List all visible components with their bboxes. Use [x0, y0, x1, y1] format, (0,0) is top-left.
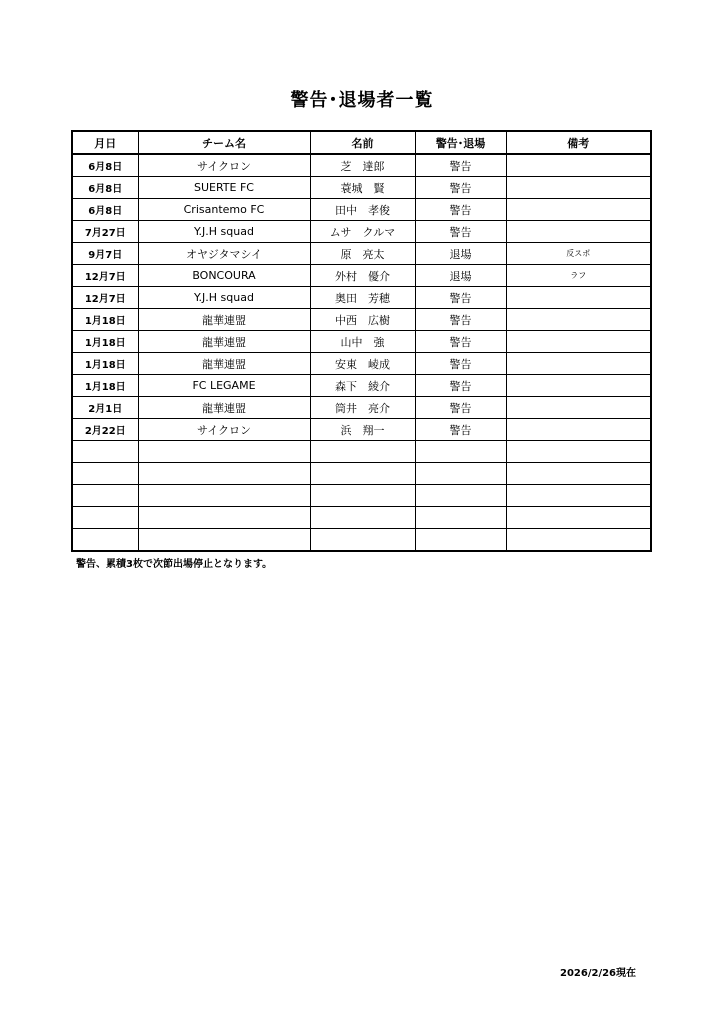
cell-status: 警告: [415, 199, 506, 221]
table-row: [72, 463, 651, 485]
cell-status: 退場: [415, 265, 506, 287]
cell-date: 1月18日: [72, 353, 138, 375]
cell-name: 浜 翔一: [310, 419, 415, 441]
cell-date: [72, 529, 138, 552]
cell-remark: [506, 287, 651, 309]
table-row: [72, 177, 651, 199]
table-row: [72, 331, 651, 353]
cell-name: [310, 507, 415, 529]
cell-remark: [506, 331, 651, 353]
as-of-date: 2026/2/26現在: [560, 968, 637, 979]
cell-date: [72, 507, 138, 529]
cell-status: 警告: [415, 397, 506, 419]
table-header-row: [72, 131, 651, 154]
cell-status: 警告: [415, 154, 506, 177]
cell-status: 警告: [415, 353, 506, 375]
header-team: チーム名: [138, 131, 310, 154]
cell-name: 奥田 芳穂: [310, 287, 415, 309]
table-row: [72, 419, 651, 441]
cell-name: [310, 463, 415, 485]
cell-remark: [506, 397, 651, 419]
cell-name: 原 亮太: [310, 243, 415, 265]
cell-status: 警告: [415, 177, 506, 199]
header-remark: 備考: [506, 131, 651, 154]
cell-date: 6月8日: [72, 177, 138, 199]
cell-remark: [506, 463, 651, 485]
cell-name: [310, 485, 415, 507]
table-row: [72, 353, 651, 375]
cell-team: オヤジタマシイ: [138, 243, 310, 265]
cell-team: 龍華連盟: [138, 309, 310, 331]
cell-status: 警告: [415, 419, 506, 441]
cell-remark: [506, 507, 651, 529]
cell-team: 龍華連盟: [138, 331, 310, 353]
cell-date: 12月7日: [72, 265, 138, 287]
cell-remark: [506, 529, 651, 552]
cell-team: 龍華連盟: [138, 353, 310, 375]
table-row: [72, 199, 651, 221]
cell-date: 9月7日: [72, 243, 138, 265]
cell-team: Y.J.H squad: [138, 221, 310, 243]
cell-remark: [506, 177, 651, 199]
cell-remark: [506, 419, 651, 441]
cell-name: ムサ クルマ: [310, 221, 415, 243]
cell-remark: [506, 309, 651, 331]
suspension-note: 警告、累積3枚で次節出場停止となります。: [76, 559, 273, 570]
cell-name: 筒井 亮介: [310, 397, 415, 419]
cell-status: [415, 507, 506, 529]
cell-name: 田中 孝俊: [310, 199, 415, 221]
cell-team: 龍華連盟: [138, 397, 310, 419]
cell-team: FC LEGAME: [138, 375, 310, 397]
cell-status: [415, 441, 506, 463]
header-name: 名前: [310, 131, 415, 154]
table-row: [72, 154, 651, 177]
cell-name: 安東 崚成: [310, 353, 415, 375]
cell-date: 1月18日: [72, 375, 138, 397]
cell-remark: [506, 154, 651, 177]
cell-team: サイクロン: [138, 419, 310, 441]
cell-remark: [506, 353, 651, 375]
table-row: [72, 375, 651, 397]
table-row: [72, 529, 651, 552]
cell-status: [415, 529, 506, 552]
cell-name: 蓑城 賢: [310, 177, 415, 199]
cell-status: 警告: [415, 331, 506, 353]
table-row: [72, 397, 651, 419]
cell-remark: 反スポ: [506, 243, 651, 265]
cell-date: 2月1日: [72, 397, 138, 419]
cell-date: 6月8日: [72, 154, 138, 177]
cell-date: 6月8日: [72, 199, 138, 221]
cell-status: [415, 485, 506, 507]
cell-date: [72, 441, 138, 463]
cell-team: [138, 529, 310, 552]
table-row: [72, 243, 651, 265]
cell-remark: [506, 199, 651, 221]
table-row: [72, 265, 651, 287]
cell-date: 1月18日: [72, 309, 138, 331]
cell-date: 2月22日: [72, 419, 138, 441]
table-row: [72, 309, 651, 331]
cell-status: 警告: [415, 221, 506, 243]
cell-status: 退場: [415, 243, 506, 265]
cell-team: BONCOURA: [138, 265, 310, 287]
cell-team: [138, 463, 310, 485]
cell-date: [72, 485, 138, 507]
cell-name: 山中 強: [310, 331, 415, 353]
cell-team: [138, 441, 310, 463]
cell-team: Y.J.H squad: [138, 287, 310, 309]
cell-remark: [506, 485, 651, 507]
cell-name: 芝 達郎: [310, 154, 415, 177]
cell-team: [138, 507, 310, 529]
table-row: [72, 441, 651, 463]
cell-date: [72, 463, 138, 485]
cell-name: 森下 綾介: [310, 375, 415, 397]
cell-team: Crisantemo FC: [138, 199, 310, 221]
cell-remark: [506, 441, 651, 463]
table-row: [72, 221, 651, 243]
page-title: 警告･退場者一覧: [290, 90, 434, 111]
cell-date: 7月27日: [72, 221, 138, 243]
cell-remark: [506, 375, 651, 397]
cell-remark: [506, 221, 651, 243]
cards-table: [71, 130, 652, 552]
cell-name: 中西 広樹: [310, 309, 415, 331]
cell-team: サイクロン: [138, 154, 310, 177]
cell-date: 1月18日: [72, 331, 138, 353]
cell-status: [415, 463, 506, 485]
cell-remark: ラフ: [506, 265, 651, 287]
table-row: [72, 485, 651, 507]
table-row: [72, 287, 651, 309]
cell-name: 外村 優介: [310, 265, 415, 287]
cell-status: 警告: [415, 287, 506, 309]
cell-name: [310, 529, 415, 552]
cell-team: [138, 485, 310, 507]
table-row: [72, 507, 651, 529]
cell-team: SUERTE FC: [138, 177, 310, 199]
cell-status: 警告: [415, 375, 506, 397]
header-status: 警告･退場: [415, 131, 506, 154]
cell-name: [310, 441, 415, 463]
cell-date: 12月7日: [72, 287, 138, 309]
cell-status: 警告: [415, 309, 506, 331]
header-date: 月日: [72, 131, 138, 154]
table-body: [72, 154, 651, 551]
